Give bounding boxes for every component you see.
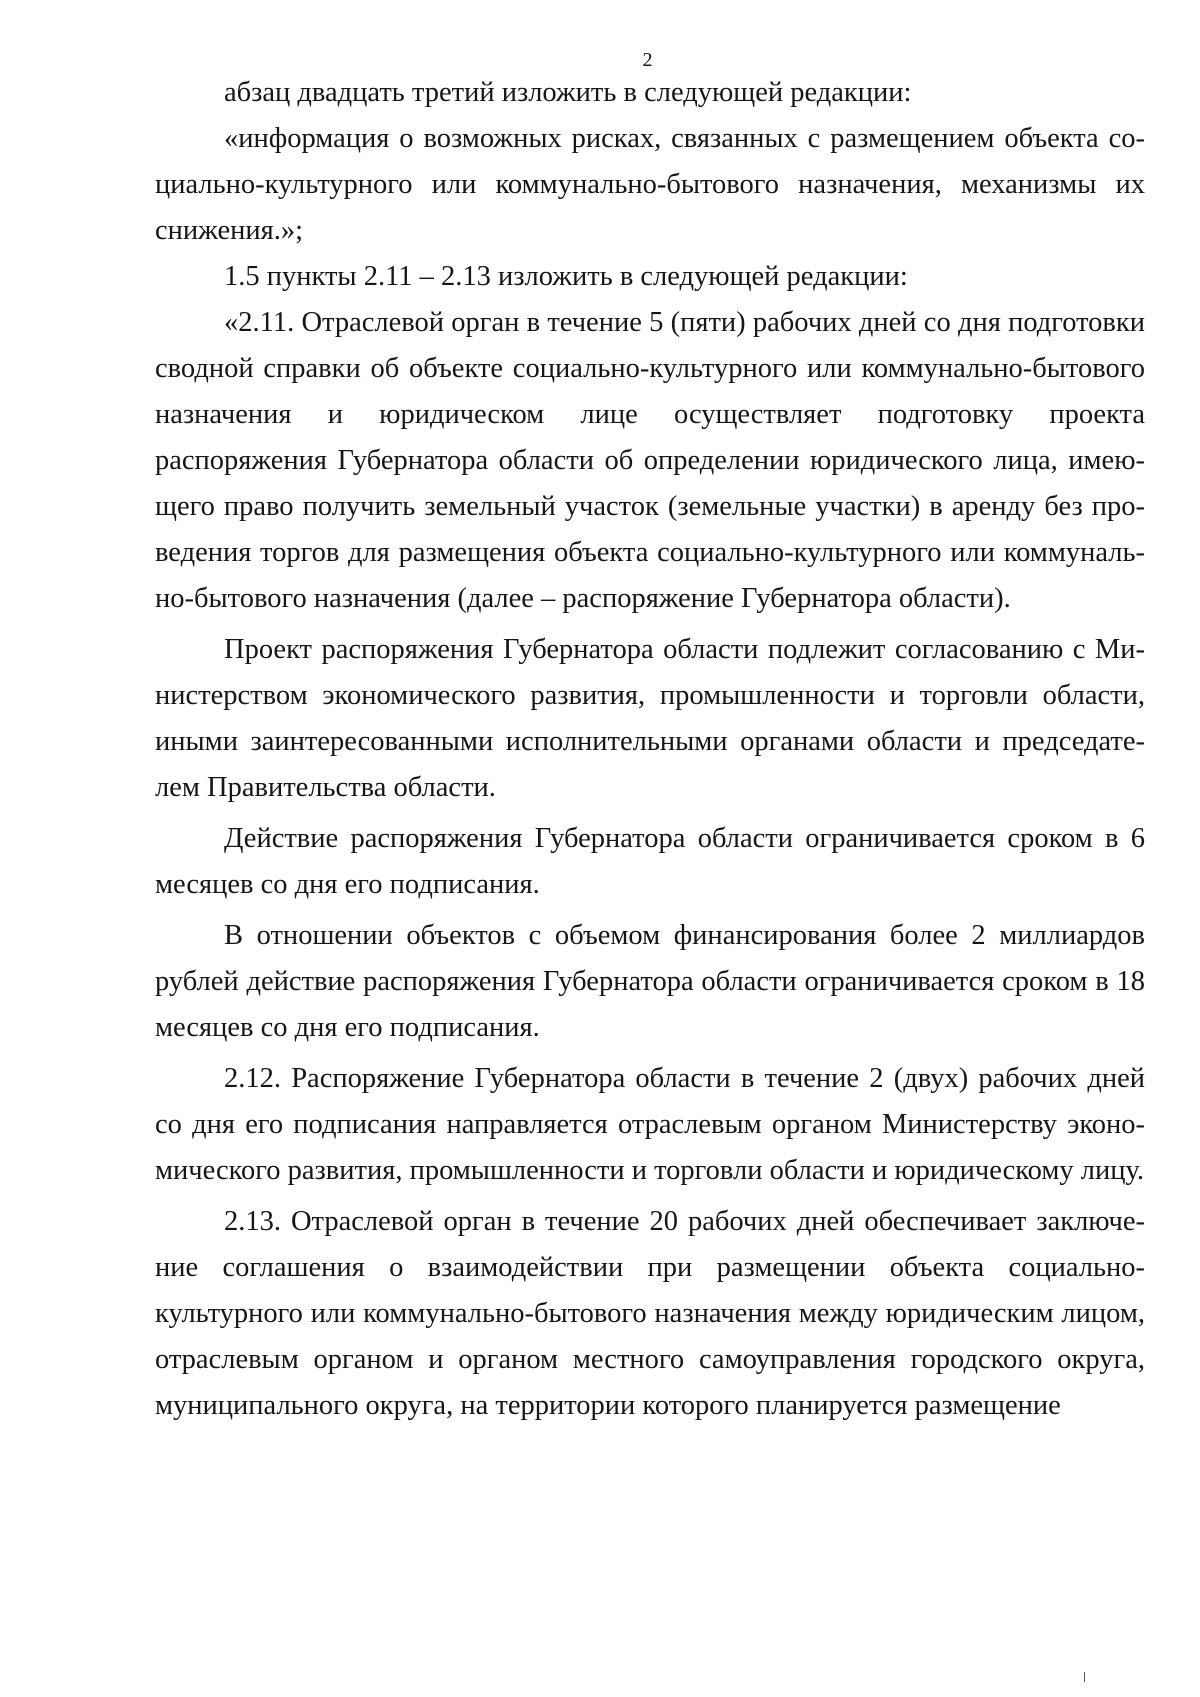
paragraph-2-13: 2.13. Отраслевой орган в течение 20 рабочих дней обеспечивает заключение соглашения о взаимодействии при размещении объекта социально-культурного или коммунально-бытового назначения между юридическим лицом, отраслевым органом и органом местного самоуправления городского округа, муниципального округа, на территории которого планируется размещение: [155, 1206, 1145, 1421]
paragraph-2-12: 2.12. Распоряжение Губернатора области в течение 2 (двух) рабочих дней со дня его подписания направляется отраслевым органом Министерству экономического развития, промышленности и торговли области и юридическому лицу.: [155, 1063, 1145, 1186]
paragraph-2-11: «2.11. Отраслевой орган в течение 5 (пяти) рабочих дней со дня подготовки сводной справки об объекте социально-культурного или коммунально-бытового назначения и юридическом лице осуществляет подготовку проекта распоряжения Губернатора области об определении юридического лица, имеющего право получить земельный участок (земельные участки) в аренду без проведения торгов для размещения объекта социально-культурного или коммунально-бытового назначения (далее – распоряжение Губернатора области).: [155, 307, 1145, 614]
scan-mark: [1084, 1672, 1085, 1682]
page-number: 2: [642, 49, 653, 71]
paragraph-risk-info: «информация о возможных рисках, связанных с размещением объекта социально-культурного или коммунально-бытового назначения, механизмы их снижения.»;: [155, 123, 1145, 246]
paragraph-amend-abzac: абзац двадцать третий изложить в следующей редакции:: [224, 77, 912, 108]
paragraph-validity-6-months: Действие распоряжения Губернатора области ограничивается сроком в 6 месяцев со дня его подписания.: [155, 823, 1145, 900]
paragraph-amend-points: 1.5 пункты 2.11 – 2.13 изложить в следующей редакции:: [224, 261, 908, 292]
document-body: [155, 70, 1145, 1429]
paragraph-approval: Проект распоряжения Губернатора области подлежит согласованию с Министерством экономического развития, промышленности и торговли области, иными заинтересованными исполнительными органами области и председателем Правительства области.: [155, 634, 1145, 803]
paragraph-validity-18-months: В отношении объектов с объемом финансирования более 2 миллиардов рублей действие распоряжения Губернатора области ограничивается сроком в 18 месяцев со дня его подписания.: [155, 920, 1145, 1043]
